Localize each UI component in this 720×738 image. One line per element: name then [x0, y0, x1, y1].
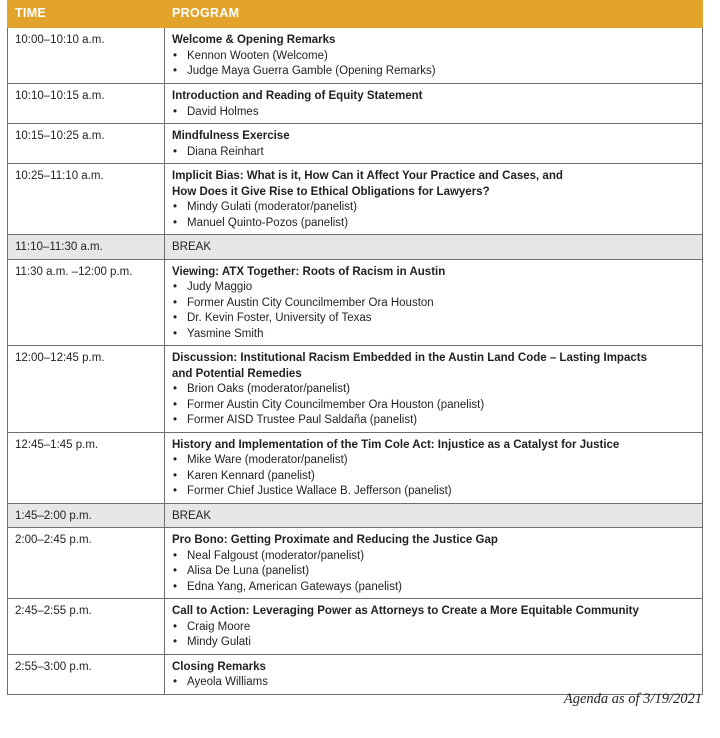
speaker-name: Former Austin City Councilmember Ora Houston	[187, 296, 434, 309]
bullet-icon: •	[173, 105, 178, 118]
bullet-icon: •	[173, 65, 178, 77]
session-row	[8, 599, 703, 655]
speaker-item	[172, 200, 695, 216]
agenda-body	[8, 28, 703, 695]
speaker-name: Manuel Quinto-Pozos (panelist)	[187, 216, 349, 229]
bullet-icon: •	[173, 383, 178, 395]
speaker-item	[172, 635, 695, 651]
session-time: 1:45–2:00 p.m.	[8, 503, 165, 528]
break-label: BREAK	[172, 241, 211, 253]
session-row	[8, 259, 703, 346]
session-title: Viewing: ATX Together: Roots of Racism in Austin	[172, 265, 446, 278]
speaker-list	[172, 105, 695, 121]
bullet-icon: •	[173, 549, 178, 562]
bullet-icon: •	[173, 201, 178, 213]
bullet-icon: •	[173, 485, 178, 497]
session-time: 11:30 a.m. –12:00 p.m.	[8, 259, 165, 346]
bullet-icon: •	[173, 414, 178, 426]
bullet-icon: •	[173, 312, 178, 324]
session-program	[165, 124, 703, 164]
bullet-icon: •	[173, 454, 178, 466]
session-row	[8, 164, 703, 235]
session-program	[165, 346, 703, 433]
session-program	[165, 84, 703, 124]
session-time: 10:00–10:10 a.m.	[8, 28, 165, 84]
break-label: BREAK	[172, 509, 211, 522]
session-program	[165, 164, 703, 235]
bullet-icon: •	[173, 281, 178, 293]
bullet-icon: •	[173, 676, 178, 688]
speaker-name: Dr. Kevin Foster, University of Texas	[187, 312, 372, 324]
speaker-name: Brion Oaks (moderator/panelist)	[187, 383, 350, 395]
speaker-item	[172, 64, 695, 80]
bullet-icon: •	[173, 327, 178, 340]
speaker-name: Alisa De Luna (panelist)	[187, 565, 310, 577]
session-title: Introduction and Reading of Equity Statement	[172, 90, 423, 102]
speaker-name: Former Chief Justice Wallace B. Jefferson (panelist)	[187, 485, 452, 497]
bullet-icon: •	[173, 145, 178, 158]
speaker-item	[172, 311, 695, 327]
speaker-item	[172, 382, 695, 398]
session-title: Welcome & Opening Remarks	[172, 34, 336, 46]
speaker-name: Former Austin City Councilmember Ora Houston (panelist)	[187, 398, 485, 411]
speaker-item	[172, 296, 695, 312]
session-program	[165, 259, 703, 346]
bullet-icon: •	[173, 636, 178, 648]
speaker-name: Diana Reinhart	[187, 145, 264, 158]
speaker-item	[172, 564, 695, 580]
speaker-list	[172, 620, 695, 651]
speaker-list	[172, 549, 695, 596]
speaker-list	[172, 280, 695, 342]
session-title: Implicit Bias: What is it, How Can it Affect Your Practice and Cases, and How Does it Give Rise to Ethical Obligations for Lawyers?	[172, 170, 563, 198]
speaker-item	[172, 105, 695, 121]
session-row	[8, 432, 703, 503]
speaker-name: Yasmine Smith	[187, 327, 264, 340]
speaker-name: Mindy Gulati	[187, 636, 251, 648]
session-program	[165, 654, 703, 694]
bullet-icon: •	[173, 620, 178, 633]
session-time: 2:45–2:55 p.m.	[8, 599, 165, 655]
session-program	[165, 528, 703, 599]
bullet-icon: •	[173, 469, 178, 482]
session-time: 12:00–12:45 p.m.	[8, 346, 165, 433]
session-time: 2:55–3:00 p.m.	[8, 654, 165, 694]
session-row	[8, 528, 703, 599]
speaker-item	[172, 675, 695, 691]
speaker-name: Mindy Gulati (moderator/panelist)	[187, 201, 358, 213]
session-row	[8, 346, 703, 433]
session-row	[8, 28, 703, 84]
bullet-icon: •	[173, 216, 178, 229]
speaker-item	[172, 413, 695, 429]
header-row	[8, 1, 703, 28]
speaker-item	[172, 469, 695, 485]
speaker-list	[172, 49, 695, 80]
session-title: Pro Bono: Getting Proximate and Reducing the Justice Gap	[172, 534, 498, 546]
speaker-name: Kennon Wooten (Welcome)	[187, 49, 328, 62]
speaker-name: Mike Ware (moderator/panelist)	[187, 454, 348, 466]
session-time: 10:15–10:25 a.m.	[8, 124, 165, 164]
break-row	[8, 503, 703, 528]
session-time: 2:00–2:45 p.m.	[8, 528, 165, 599]
speaker-name: Judge Maya Guerra Gamble (Opening Remarks)	[187, 65, 436, 77]
speaker-item	[172, 620, 695, 636]
speaker-name: Judy Maggio	[187, 281, 253, 293]
session-time: 10:10–10:15 a.m.	[8, 84, 165, 124]
speaker-item	[172, 484, 695, 500]
speaker-item	[172, 145, 695, 161]
session-title: Call to Action: Leveraging Power as Attorneys to Create a More Equitable Community	[172, 605, 639, 617]
speaker-item	[172, 549, 695, 565]
bullet-icon: •	[173, 580, 178, 593]
speaker-list	[172, 453, 695, 500]
session-program	[165, 235, 703, 260]
agenda-date-note: Agenda as of 3/19/2021	[563, 691, 702, 707]
speaker-name: Ayeola Williams	[187, 676, 268, 688]
time-column-header: TIME	[8, 1, 165, 28]
speaker-list	[172, 200, 695, 231]
speaker-list	[172, 675, 695, 691]
speaker-item	[172, 216, 695, 232]
session-row	[8, 84, 703, 124]
break-row	[8, 235, 703, 260]
speaker-name: Karen Kennard (panelist)	[187, 469, 315, 482]
session-program	[165, 28, 703, 84]
speaker-item	[172, 49, 695, 65]
speaker-item	[172, 398, 695, 414]
session-program	[165, 503, 703, 528]
session-row	[8, 124, 703, 164]
bullet-icon: •	[173, 398, 178, 411]
speaker-name: Former AISD Trustee Paul Saldaña (panelist)	[187, 414, 418, 426]
speaker-name: David Holmes	[187, 105, 259, 118]
bullet-icon: •	[173, 565, 178, 577]
session-time: 11:10–11:30 a.m.	[8, 235, 165, 260]
session-program	[165, 432, 703, 503]
speaker-item	[172, 280, 695, 296]
agenda-table	[7, 0, 703, 695]
session-title: Discussion: Institutional Racism Embedded in the Austin Land Code – Lasting Impacts and Potential Remedies	[172, 352, 647, 380]
speaker-list	[172, 145, 695, 161]
speaker-item	[172, 453, 695, 469]
speaker-name: Edna Yang, American Gateways (panelist)	[187, 580, 402, 593]
speaker-name: Neal Falgoust (moderator/panelist)	[187, 549, 365, 562]
session-title: Mindfulness Exercise	[172, 130, 290, 142]
speaker-list	[172, 382, 695, 429]
speaker-item	[172, 580, 695, 596]
session-title: History and Implementation of the Tim Cole Act: Injustice as a Catalyst for Justice	[172, 438, 620, 451]
session-row	[8, 654, 703, 694]
speaker-name: Craig Moore	[187, 620, 251, 633]
program-column-header: PROGRAM	[165, 1, 703, 28]
session-program	[165, 599, 703, 655]
bullet-icon: •	[173, 49, 178, 62]
session-title: Closing Remarks	[172, 660, 266, 673]
bullet-icon: •	[173, 296, 178, 309]
speaker-item	[172, 327, 695, 343]
session-time: 12:45–1:45 p.m.	[8, 432, 165, 503]
session-time: 10:25–11:10 a.m.	[8, 164, 165, 235]
